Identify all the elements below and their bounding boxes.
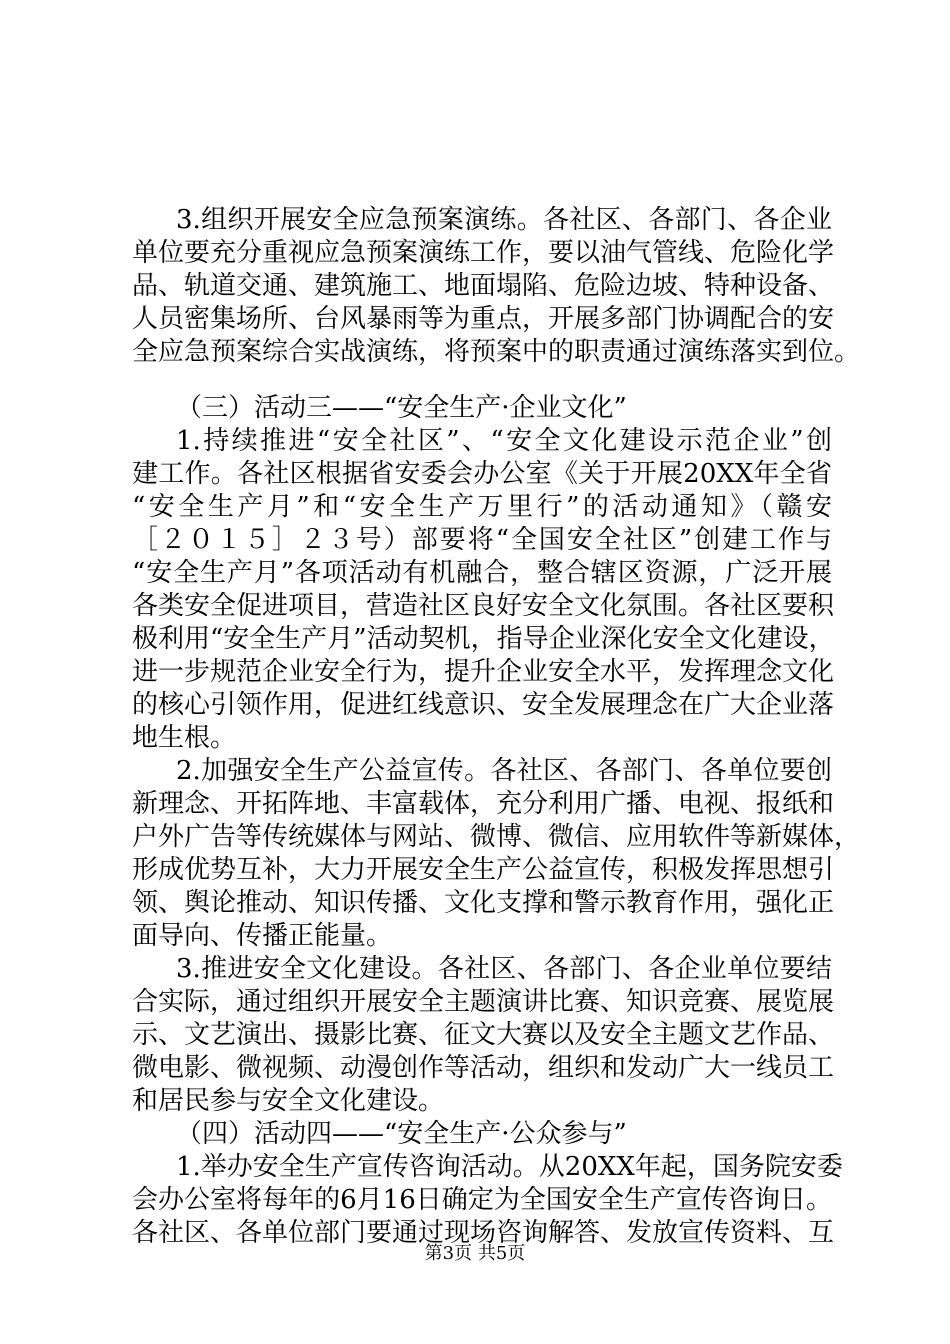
text-line: 各社区、各单位部门要通过现场咨询解答、发放宣传资料、互 — [132, 1218, 835, 1248]
text-line: 示、文艺演出、摄影比赛、征文大赛以及安全主题文艺作品、 — [132, 1020, 835, 1050]
paragraph-emergency-drill — [132, 204, 861, 369]
text-line: 的核心引领作用，促进红线意识、安全发展理念在广大企业落 — [132, 690, 835, 720]
text-line: “安全生产月”和“安全生产万里行”的活动通知》（赣安 — [132, 492, 832, 522]
text-line: 建工作。各社区根据省安委会办公室《关于开展20XX年全省 — [132, 459, 832, 489]
text-line: 面导向、传播正能量。 — [132, 921, 393, 951]
text-line: 新理念、开拓阵地、丰富载体，充分利用广播、电视、报纸和 — [132, 789, 835, 819]
text-line: 1.举办安全生产宣传咨询活动。从20XX年起，国务院安委 — [176, 1152, 843, 1182]
paragraph-consultation-day — [132, 1151, 843, 1250]
heading-line: （三）活动三——“安全生产·企业文化” — [176, 393, 627, 423]
text-line: 形成优势互补，大力开展安全生产公益宣传，积极发挥思想引 — [132, 855, 835, 885]
page-number-label: 第3页 共5页 — [424, 1243, 526, 1264]
paragraph-public-welfare — [132, 755, 861, 953]
text-line: 各类安全促进项目，营造社区良好安全文化氛围。各社区要积 — [132, 591, 835, 621]
text-line: 微电影、微视频、动漫创作等活动，组织和发动广大一线员工 — [132, 1053, 835, 1083]
text-line: 品、轨道交通、建筑施工、地面塌陷、危险边坡、特种设备、 — [132, 271, 835, 301]
document-body — [132, 204, 861, 1250]
section-heading-activity-three — [132, 392, 832, 425]
text-line: “安全生产月”各项活动有机融合，整合辖区资源，广泛开展 — [132, 558, 832, 588]
text-line: 人员密集场所、台风暴雨等为重点，开展多部门协调配合的安 — [132, 304, 835, 334]
text-line: 1.持续推进“安全社区”、“安全文化建设示范企业”创 — [176, 426, 832, 456]
text-line: 合实际，通过组织开展安全主题演讲比赛、知识竞赛、展览展 — [132, 987, 835, 1017]
paragraph-safe-community — [132, 425, 835, 755]
page-footer — [0, 1243, 950, 1265]
text-line: 和居民参与安全文化建设。 — [132, 1086, 445, 1116]
section-heading-activity-four — [132, 1118, 832, 1151]
text-line: 极利用“安全生产月”活动契机，指导企业深化安全文化建设， — [132, 624, 835, 654]
text-line: 全应急预案综合实战演练，将预案中的职责通过演练落实到位。 — [132, 337, 861, 367]
paragraph-gap — [132, 369, 832, 392]
text-line: ［２０１５］２３号）部要将“全国安全社区”创建工作与 — [132, 525, 832, 555]
text-line: 地生根。 — [132, 723, 237, 753]
text-line: 进一步规范企业安全行为，提升企业安全水平，发挥理念文化 — [132, 657, 835, 687]
text-line: 户外广告等传统媒体与网站、微博、微信、应用软件等新媒体， — [132, 822, 861, 852]
text-line: 2.加强安全生产公益宣传。各社区、各部门、各单位要创 — [176, 756, 832, 786]
text-line: 领、舆论推动、知识传播、文化支撑和警示教育作用，强化正 — [132, 888, 835, 918]
text-line: 3.推进安全文化建设。各社区、各部门、各企业单位要结 — [176, 954, 832, 984]
text-line: 单位要充分重视应急预案演练工作，要以油气管线、危险化学 — [132, 238, 835, 268]
text-line: 3.组织开展安全应急预案演练。各社区、各部门、各企业 — [176, 205, 832, 235]
text-line: 会办公室将每年的6月16日确定为全国安全生产宣传咨询日。 — [132, 1185, 832, 1215]
paragraph-safety-culture — [132, 953, 835, 1118]
heading-line: （四）活动四——“安全生产·公众参与” — [176, 1119, 627, 1149]
